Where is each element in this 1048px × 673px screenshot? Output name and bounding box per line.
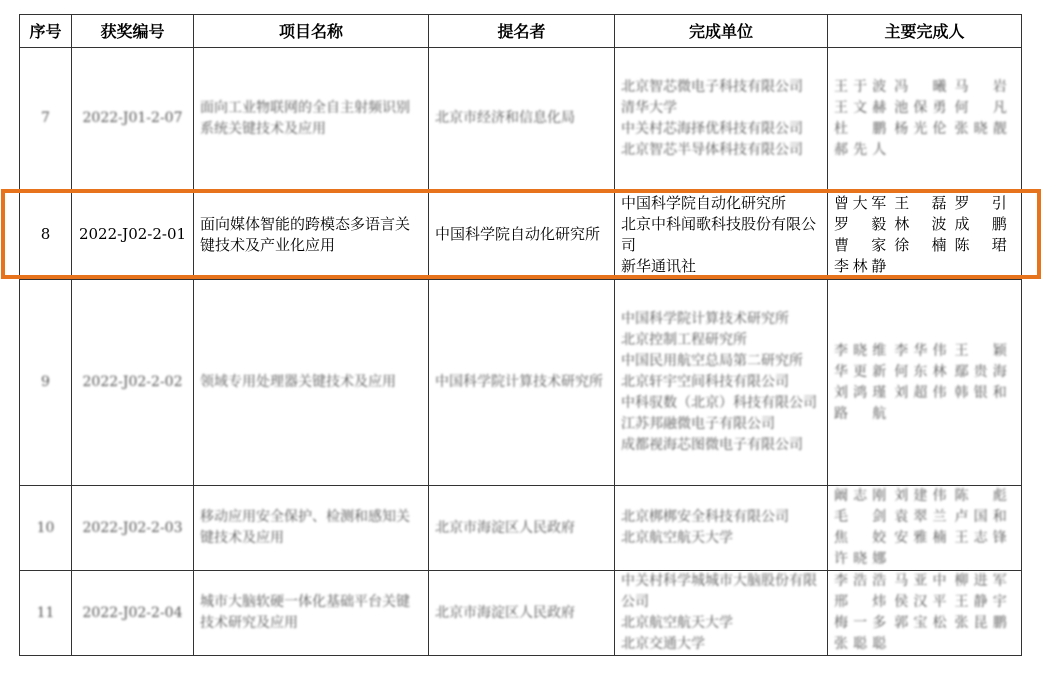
person: 张昆鹏 <box>954 615 1007 631</box>
person: 徐楠 <box>894 235 947 254</box>
person: 陈珺 <box>954 235 1007 254</box>
row-units <box>621 193 821 277</box>
person: 杜鹏 <box>834 120 887 137</box>
table-row <box>20 280 1022 486</box>
person: 梅一多 <box>834 615 887 631</box>
row-people <box>834 571 1015 655</box>
person: 王于波 <box>834 78 887 95</box>
unit-item: 北京梆梆安全科技有限公司 <box>621 509 789 525</box>
person: 王磊 <box>894 193 947 212</box>
person: 张聪聪 <box>834 636 887 652</box>
person: 焦姣 <box>834 530 887 546</box>
row-code: 2022-J02-2-04 <box>82 604 183 621</box>
person: 刘建伟 <box>894 488 947 504</box>
person: 张晓靓 <box>954 120 1007 137</box>
row-nominator: 中国科学院自动化研究所 <box>429 190 615 280</box>
person: 成鹏 <box>954 214 1007 233</box>
person: 邢炜 <box>834 594 887 610</box>
person: 曹家 <box>834 235 887 254</box>
unit-item: 中关村芯海择优科技有限公司 <box>621 120 803 137</box>
unit-item: 北京轩宇空间科技有限公司 <box>621 374 789 390</box>
person: 毛剑 <box>834 509 887 525</box>
unit-item: 江苏邦融微电子有限公司 <box>621 416 775 432</box>
person: 阚志刚 <box>834 488 887 504</box>
awards-table <box>19 14 1022 656</box>
person: 何东林 <box>894 363 947 380</box>
person: 何凡 <box>954 99 1007 116</box>
unit-item: 清华大学 <box>621 99 677 116</box>
unit-item: 中国科学院自动化研究所 <box>621 193 787 212</box>
row-units <box>621 309 821 456</box>
row-code: 2022-J02-2-01 <box>72 190 194 280</box>
row-num: 8 <box>20 190 72 280</box>
row-nominator: 北京市海淀区人民政府 <box>435 604 575 621</box>
row-project: 移动应用安全保护、检测和感知关键技术及应用 <box>200 509 410 546</box>
row-num: 11 <box>36 604 55 621</box>
row-project: 城市大脑软硬一体化基础平台关键技术研究及应用 <box>200 594 410 631</box>
person: 马岩 <box>954 78 1007 95</box>
header-project: 项目名称 <box>194 15 429 48</box>
row-units <box>621 571 821 655</box>
person: 卢国和 <box>954 509 1007 525</box>
row-nominator: 北京市经济和信息化局 <box>435 110 575 126</box>
person: 王文赫 <box>834 99 887 116</box>
unit-item: 中科驭数（北京）科技有限公司 <box>621 395 817 411</box>
person: 杨光伦 <box>894 120 947 137</box>
row-units <box>621 77 821 161</box>
row-nominator: 北京市海淀区人民政府 <box>435 519 575 536</box>
row-code: 2022-J02-2-03 <box>82 519 183 536</box>
row-nominator: 中国科学院计算技术研究所 <box>435 374 603 390</box>
table-row <box>20 571 1022 656</box>
row-num: 9 <box>41 374 50 390</box>
unit-item: 北京航空航天大学 <box>621 530 733 546</box>
unit-item: 中国民用航空总局第二研究所 <box>621 353 803 369</box>
person: 袁翠兰 <box>894 509 947 525</box>
row-num: 10 <box>36 519 55 536</box>
person: 李晓维 <box>834 342 887 359</box>
person: 柳进军 <box>954 573 1007 589</box>
person: 李林静 <box>834 256 887 275</box>
unit-item: 中国科学院计算技术研究所 <box>621 311 789 327</box>
person: 郝先人 <box>834 141 887 158</box>
person: 刘超伟 <box>894 384 947 401</box>
person: 郭宝松 <box>894 615 947 631</box>
unit-item: 北京交通大学 <box>621 636 705 652</box>
person: 王静宇 <box>954 594 1007 610</box>
unit-item: 成都视海芯图微电子有限公司 <box>621 437 803 453</box>
header-code: 获奖编号 <box>72 15 194 48</box>
row-people <box>834 77 1015 161</box>
person: 陈彪 <box>954 488 1007 504</box>
person: 罗毅 <box>834 214 887 233</box>
unit-item: 新华通讯社 <box>621 256 697 275</box>
table-row <box>20 48 1022 190</box>
person: 林波 <box>894 214 947 233</box>
person: 曾大军 <box>834 193 887 212</box>
header-people: 主要完成人 <box>828 15 1022 48</box>
table-header-row <box>20 15 1022 48</box>
person: 路航 <box>834 405 887 422</box>
unit-item: 北京智芯微电子科技有限公司 <box>621 78 803 95</box>
header-units: 完成单位 <box>615 15 828 48</box>
unit-item: 北京中科闻歌科技股份有限公司 <box>621 214 817 254</box>
row-units <box>621 507 821 549</box>
unit-item: 北京航空航天大学 <box>621 615 733 631</box>
person: 冯曦 <box>894 78 947 95</box>
row-people <box>834 341 1015 425</box>
person: 韩银和 <box>954 384 1007 401</box>
person: 许晓娜 <box>834 551 887 567</box>
unit-item: 中关村科学城城市大脑股份有限公司 <box>621 573 817 610</box>
header-nominator: 提名者 <box>429 15 615 48</box>
person: 王颖 <box>954 342 1007 359</box>
table-row <box>20 486 1022 571</box>
person: 李浩浩 <box>834 573 887 589</box>
row-project: 面向工业物联网的全自主射频识别系统关键技术及应用 <box>200 99 410 137</box>
person: 李华伟 <box>894 342 947 359</box>
row-code: 2022-J01-2-07 <box>82 110 183 126</box>
person: 安雅楠 <box>894 530 947 546</box>
row-code: 2022-J02-2-02 <box>82 374 183 390</box>
person: 王志锋 <box>954 530 1007 546</box>
header-num: 序号 <box>20 15 72 48</box>
person: 侯汉平 <box>894 594 947 610</box>
unit-item: 北京控制工程研究所 <box>621 332 747 348</box>
row-project: 领域专用处理器关键技术及应用 <box>200 374 396 390</box>
person: 马亚中 <box>894 573 947 589</box>
unit-item: 北京智芯半导体科技有限公司 <box>621 141 803 158</box>
person: 池保勇 <box>894 99 947 116</box>
row-num: 7 <box>41 110 50 126</box>
row-people <box>834 193 1015 277</box>
row-project: 面向媒体智能的跨模态多语言关键技术及产业化应用 <box>194 190 429 280</box>
person: 华更新 <box>834 363 887 380</box>
table-row-highlighted <box>20 190 1022 280</box>
row-people <box>834 486 1015 570</box>
person: 鄢贵海 <box>954 363 1007 380</box>
person: 刘鸿瑾 <box>834 384 887 401</box>
person: 罗引 <box>954 193 1007 212</box>
